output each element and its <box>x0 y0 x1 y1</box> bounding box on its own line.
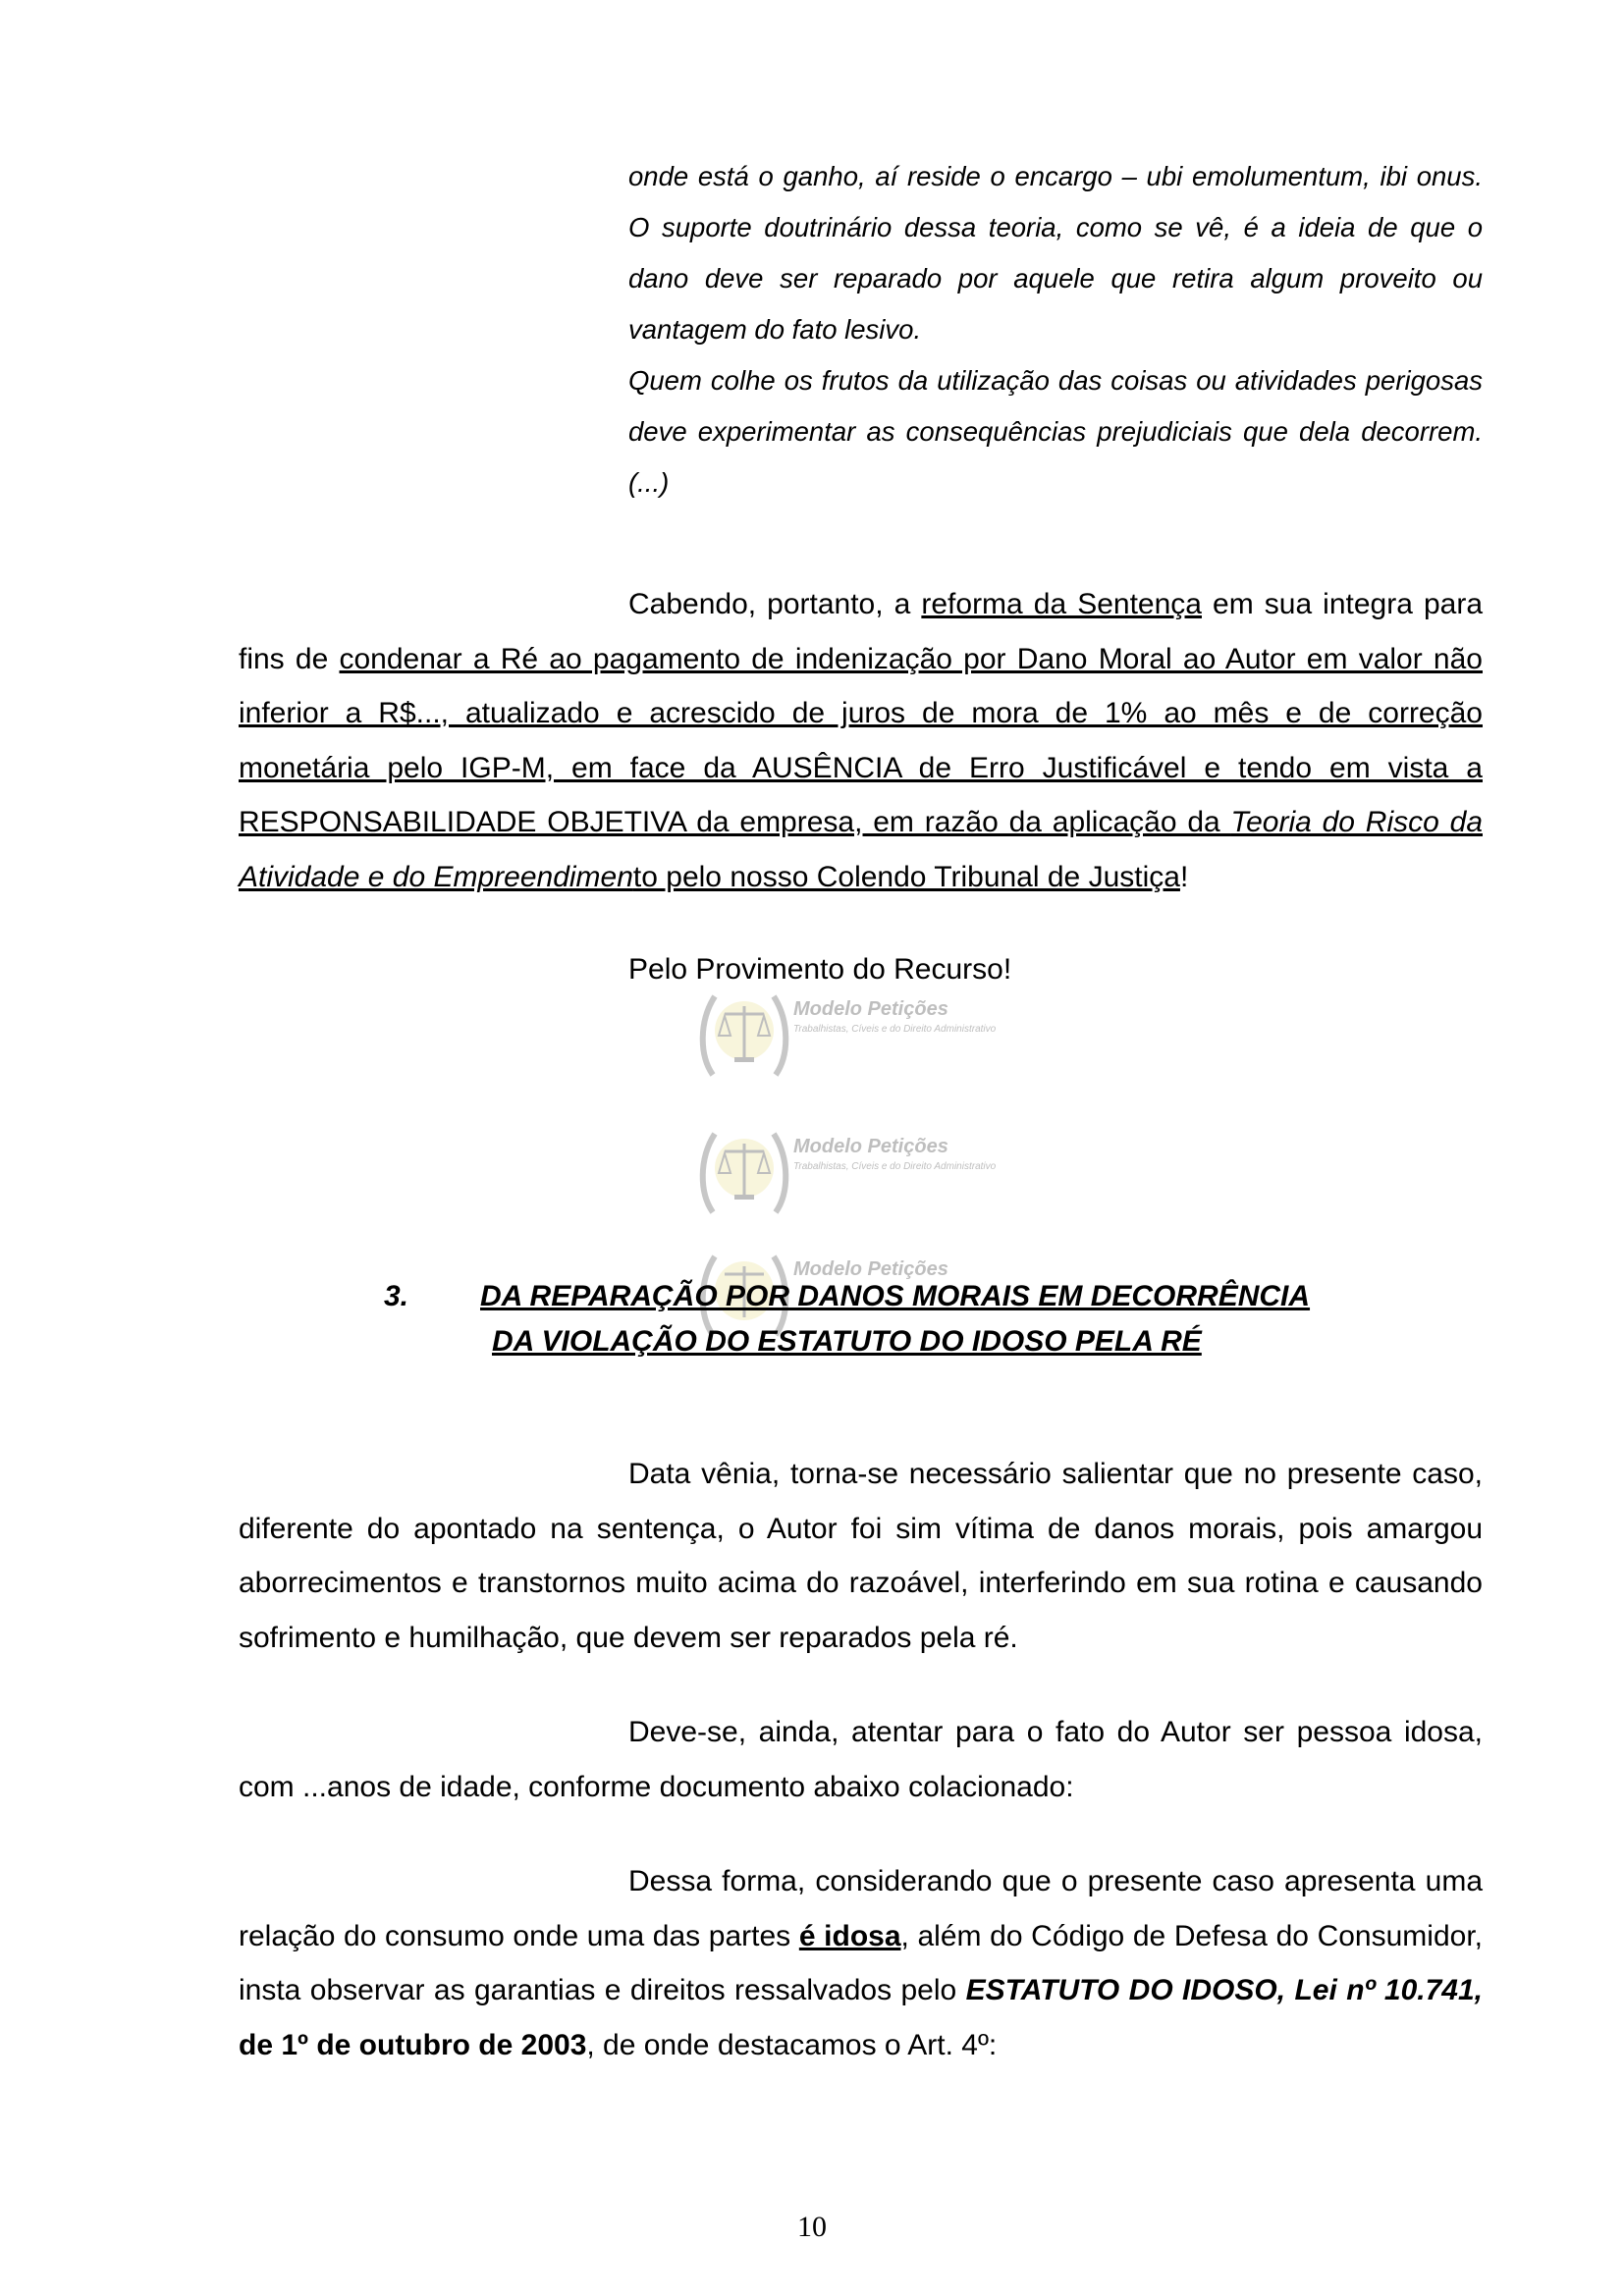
section-title-line-2: DA VIOLAÇÃO DO ESTATUTO DO IDOSO PELA RÉ <box>492 1325 1202 1358</box>
danos-morais-text: Data vênia, torna-se necessário salientar que no presente caso, diferente do apontado na sentença, o Autor foi sim vítima de danos morais, pois amargou aborrecimentos e transtornos muito acima do razoável, interferindo em sua rotina e causando sofrimento e humilhação, que devem ser reparados pela ré. <box>239 1458 1483 1654</box>
paragraph-reforma-sentenca <box>239 577 1483 904</box>
quote-paragraph-2: Quem colhe os frutos da utilização das coisas ou atividades perigosas deve experimentar as consequências prejudiciais que dela decorrem. (...) <box>628 365 1483 498</box>
watermark-title: Modelo Petições <box>793 1258 948 1280</box>
section-title-line-1: DA REPARAÇÃO POR DANOS MORAIS EM DECORRÊNCIA <box>480 1280 1311 1312</box>
scales-of-justice-icon <box>695 1104 793 1232</box>
text: em sua integra para fins de <box>239 588 1484 675</box>
watermark-logo <box>695 967 997 1104</box>
text: , além do Código de Defesa do Consumidor, insta observar as garantias e direitos ressalvados pelo <box>239 1919 1483 2006</box>
watermark-subtitle: Trabalhistas, Cíveis e do Direito Administrativo <box>793 1024 997 1035</box>
text: Dessa forma, considerando que o presente caso apresenta uma relação do consumo onde uma das partes <box>239 1865 1483 1952</box>
paragraph-danos-morais <box>239 1447 1483 1665</box>
bold-text: de 1º de outubro de 2003 <box>239 2028 587 2061</box>
bold-italic-text: ESTATUTO DO IDOSO, Lei nº 10.741, <box>965 1974 1483 2006</box>
section-number: 3. <box>384 1280 409 1312</box>
watermark-logo <box>695 1104 997 1242</box>
bold-underlined-text: é idosa <box>798 1919 901 1952</box>
watermark-title: Modelo Petições <box>793 1136 948 1157</box>
provimento-text: Pelo Provimento do Recurso! <box>628 953 1012 986</box>
underlined-text: condenar a Ré ao pagamento de indenização por Dano Moral ao Autor em valor não inferior a R$..., atualizado e acrescido de juros de mora de 1% ao mês e de correção monetária pelo IGP-M, em face da AUSÊNCIA de Erro Justificável e tendo em vista a RESPONSABILIDADE OBJETIVA da empresa, em razão da aplicação da <box>239 642 1483 838</box>
text: ! <box>1179 860 1189 893</box>
watermark-subtitle: Trabalhistas, Cíveis e do Direito Administrativo <box>793 1161 997 1172</box>
underlined-text: reforma da Sentença <box>921 588 1202 620</box>
underlined-text: to pelo nosso Colendo Tribunal de Justiça <box>632 860 1180 893</box>
block-quote <box>628 151 1483 508</box>
pessoa-idosa-text: Deve-se, ainda, atentar para o fato do Autor ser pessoa idosa, com ...anos de idade, conforme documento abaixo colacionado: <box>239 1716 1483 1803</box>
watermark-title: Modelo Petições <box>793 998 948 1020</box>
text: , de onde destacamos o Art. 4º: <box>586 2028 998 2061</box>
page-number: 10 <box>797 2211 827 2243</box>
scales-of-justice-icon <box>695 967 793 1095</box>
italic-underlined-text: Teoria do Risco da Atividade e do Empreendimen <box>239 806 1483 893</box>
text: Cabendo, portanto, a <box>628 588 922 620</box>
paragraph-pessoa-idosa <box>239 1705 1483 1814</box>
paragraph-estatuto-idoso <box>239 1854 1483 2072</box>
quote-paragraph-1: onde está o ganho, aí reside o encargo – ubi emolumentum, ibi onus. O suporte doutrinário dessa teoria, como se vê, é a ideia de que o dano deve ser reparado por aquele que retira algum proveito ou vantagem do fato lesivo. <box>628 161 1483 345</box>
